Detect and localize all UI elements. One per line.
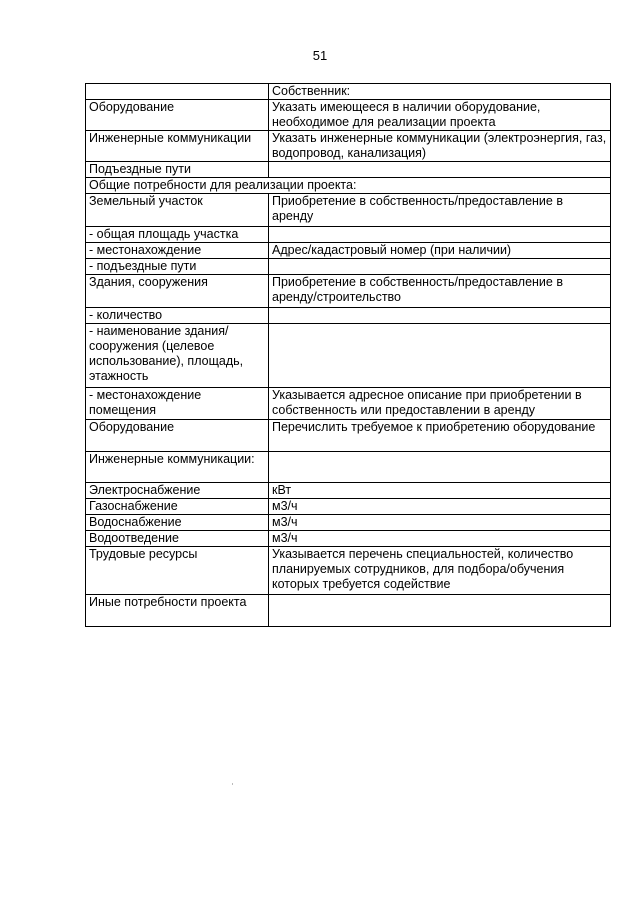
- row-label-cell: Инженерные коммуникации: [86, 131, 269, 162]
- table-row: [86, 162, 611, 178]
- table-row: [86, 499, 611, 515]
- table-row: [86, 194, 611, 227]
- row-label-cell: Оборудование: [86, 420, 269, 452]
- row-value-cell: Указывается перечень специальностей, количество планируемых сотрудников, для подбора/обучения которых требуется содействие: [269, 547, 611, 595]
- row-value-cell: Указать инженерные коммуникации (электроэнергия, газ, водопровод, канализация): [269, 131, 611, 162]
- row-value-cell: Указать имеющееся в наличии оборудование, необходимое для реализации проекта: [269, 100, 611, 131]
- row-label-cell: [86, 84, 269, 100]
- row-value-cell: м3/ч: [269, 499, 611, 515]
- section-header-cell: Общие потребности для реализации проекта:: [86, 178, 611, 194]
- row-label-cell: Здания, сооружения: [86, 275, 269, 308]
- table-body: [86, 84, 611, 627]
- table-row: [86, 547, 611, 595]
- row-label-cell: - наименование здания/сооружения (целевое использование), площадь, этажность: [86, 324, 269, 388]
- row-value-cell: Приобретение в собственность/предоставление в аренду: [269, 194, 611, 227]
- scan-speck: [232, 783, 233, 785]
- row-label-cell: Инженерные коммуникации:: [86, 452, 269, 483]
- table-row: [86, 595, 611, 627]
- table-row: [86, 308, 611, 324]
- requirements-table: [85, 83, 611, 627]
- row-label-cell: Иные потребности проекта: [86, 595, 269, 627]
- row-value-cell: [269, 308, 611, 324]
- table-row: [86, 324, 611, 388]
- row-label-cell: Трудовые ресурсы: [86, 547, 269, 595]
- row-label-cell: Водоотведение: [86, 531, 269, 547]
- row-value-cell: [269, 227, 611, 243]
- table-row: [86, 452, 611, 483]
- table-row: [86, 131, 611, 162]
- table-row: [86, 243, 611, 259]
- row-label-cell: - общая площадь участка: [86, 227, 269, 243]
- table-row: [86, 178, 611, 194]
- row-label-cell: - местонахождение: [86, 243, 269, 259]
- row-value-cell: м3/ч: [269, 531, 611, 547]
- row-label-cell: - подъездные пути: [86, 259, 269, 275]
- row-value-cell: Приобретение в собственность/предоставление в аренду/строительство: [269, 275, 611, 308]
- row-value-cell: Собственник:: [269, 84, 611, 100]
- row-label-cell: Подъездные пути: [86, 162, 269, 178]
- row-value-cell: Адрес/кадастровый номер (при наличии): [269, 243, 611, 259]
- table-row: [86, 100, 611, 131]
- row-value-cell: кВт: [269, 483, 611, 499]
- row-label-cell: Земельный участок: [86, 194, 269, 227]
- row-value-cell: [269, 595, 611, 627]
- row-value-cell: [269, 162, 611, 178]
- row-label-cell: Электроснабжение: [86, 483, 269, 499]
- row-value-cell: Перечислить требуемое к приобретению оборудование: [269, 420, 611, 452]
- row-value-cell: Указывается адресное описание при приобретении в собственность или предоставлении в аренду: [269, 388, 611, 420]
- table-row: [86, 259, 611, 275]
- table-row: [86, 420, 611, 452]
- row-label-cell: - количество: [86, 308, 269, 324]
- row-label-cell: Оборудование: [86, 100, 269, 131]
- table-row: [86, 483, 611, 499]
- row-label-cell: Газоснабжение: [86, 499, 269, 515]
- row-value-cell: [269, 324, 611, 388]
- table-row: [86, 388, 611, 420]
- row-value-cell: [269, 452, 611, 483]
- table-row: [86, 84, 611, 100]
- row-label-cell: - местонахождение помещения: [86, 388, 269, 420]
- table-row: [86, 227, 611, 243]
- row-label-cell: Водоснабжение: [86, 515, 269, 531]
- table-row: [86, 275, 611, 308]
- page-number: 51: [312, 48, 328, 63]
- table-row: [86, 531, 611, 547]
- table-row: [86, 515, 611, 531]
- row-value-cell: [269, 259, 611, 275]
- row-value-cell: м3/ч: [269, 515, 611, 531]
